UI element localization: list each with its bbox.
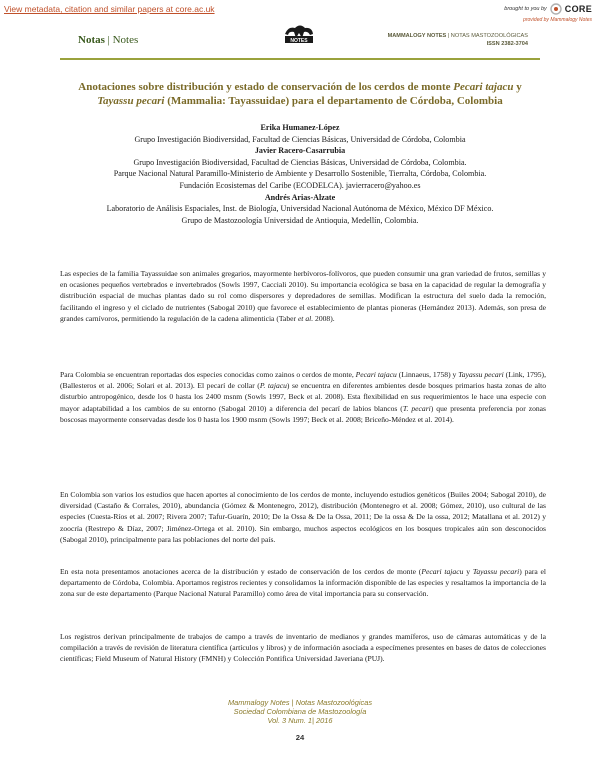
article-title: [60, 80, 540, 108]
body-paragraph: [60, 268, 546, 324]
paragraph-italic: et al.: [297, 313, 314, 323]
page-number: 24: [295, 733, 305, 742]
page-footer: [60, 698, 540, 726]
section-label: [78, 34, 138, 46]
paragraph-text: 2008).: [313, 313, 335, 323]
paragraph-text: (Link, 1795), (Ballesteros et al. 2006; Solari et al. 2013). El pecarí de collar (: [60, 370, 546, 391]
issn: ISSN 2382-3704: [486, 41, 528, 47]
journal-name-rest: | NOTAS MASTOZOOLÓGICAS: [446, 33, 528, 39]
paragraph-text: En esta nota presentamos anotaciones acerca de la distribución y estado de conservación de los cerdos de monte (: [60, 567, 422, 576]
author-name: Erika Humanez-López: [260, 123, 340, 132]
paragraph-species: Tayassu pecari: [472, 567, 520, 576]
title-text: (Mammalia: Tayassuidae) para el departamento de Córdoba, Colombia: [164, 95, 503, 107]
body-paragraph: En Colombia son varios los estudios que hacen aportes al conocimiento de los cerdos de monte, incluyendo estudios genéticos (Builes 2004; Sabogal 2010), de diversidad (Castaño & Corrales, 2010), abundancia (Gómez & Montenegro, 2012), distribución (Montenegro et al. 2008; Gómez, 2010), uso cultural de las especies (Cuesta-Ríos et al. 2007; Rivera 2007; Tafur-Guarín, 2010; De la Ossa & De la Ossa, 2011; De la ossa & De la ossa, 2012; Matallana et al. 2012) y zoocría (Restrepo & Díaz, 2007; Jiménez-Ortega et al. 2010). Sin embargo, muchos aspectos ecológicos en los bosques tropicales aún son desconocidos (Sabogal 2010), principalmente para las poblaciones del norte del país.: [60, 490, 546, 544]
paragraph-species: Tayassu pecari: [458, 370, 504, 379]
footer-journal: Mammalogy Notes | Notas Mastozoológicas: [227, 698, 373, 707]
paragraph-species: P. tajacu: [259, 381, 287, 391]
paragraph-text: ) para el departamento de Córdoba, Colombia. Aportamos registros recientes y consolidamos la información disponible de las especies y resaltamos la importancia de la zona sur de este departamento (Parque Nacional Natural Paramillo) como área de vital importancia para su conservación.: [60, 567, 547, 599]
core-logo-icon: [550, 3, 562, 15]
paragraph-text: ) que presenta preferencia por zonas boscosas mayormente conservadas desde los 0 hasta los 1900 msnm (Sowls 1997; Beck et al. 2008; Briceño-Méndez et al. 2014).: [60, 403, 546, 424]
journal-header: [60, 22, 540, 58]
paragraph-species: Pecari tajacu: [355, 370, 397, 379]
paragraph-text: Las especies de la familia Tayassuidae son animales gregarios, mayormente herbívoros-folívoros, que pueden consumir una gran variedad de frutos, semillas y en ocasiones pequeños vertebrados e invertebrados (Sowls 1997, Cacciali 2010). Su importancia ecológica se basa en la capacidad de regular la demografía y distribución espacial de muchas plantas dado su rol como dispersores y depredadores de semillas. Modifican la estructura del suelo dada la remoción, facilitando el ingreso y el ciclado de nutrientes (Sabogal 2010) que favorece el establecimiento de plantas pioneras (Hernández 2013). Además, son presa de grandes carnívoros, permitiendo la regulación de la cadena alimenticia (Taber: [60, 269, 546, 323]
journal-logo-icon: [282, 22, 316, 44]
paragraph-text: (Linnaeus, 1758) y: [396, 370, 459, 379]
core-brand-name: CORE: [564, 4, 592, 14]
core-metadata-link[interactable]: View metadata, citation and similar papers at core.ac.uk: [4, 4, 215, 14]
core-provided-by[interactable]: provided by Mammalogy Notes: [523, 17, 592, 23]
title-text: y: [513, 81, 522, 93]
footer-volume: Vol. 3 Num. 1| 2016: [267, 716, 333, 726]
author-affiliation: Grupo Investigación Biodiversidad, Facultad de Ciencias Básicas, Universidad de Córdoba, Colombia: [134, 134, 466, 144]
journal-name: MAMMALOGY NOTES: [387, 33, 447, 39]
core-banner: [0, 0, 600, 23]
body-paragraph: Los registros derivan principalmente de trabajos de campo a través de inventario de medianos y grandes mamíferos, uso de cámaras automáticas y de la compilación a través de revisión de literatura científica (artículos y libros) y de información asociada a especímenes presentes en bases de datos de colecciones científicas; Field Museum of Natural History (FMNH) y Colección Pontifica Universidad Javeriana (PUJ).: [60, 632, 546, 664]
title-text: Anotaciones sobre distribución y estado de conservación de los cerdos de monte: [78, 81, 454, 93]
author-affiliation: Parque Nacional Natural Paramillo-Ministerio de Ambiente y Desarrollo Sostenible, Tierralta, Córdoba, Colombia.: [113, 169, 487, 179]
author-affiliation: Fundación Ecosistemas del Caribe (ECODELCA). javierracero@yahoo.es: [179, 180, 421, 190]
body-paragraph: [60, 566, 546, 600]
header-divider: [60, 58, 540, 60]
author-block: [60, 122, 540, 226]
title-species: Pecari tajacu: [453, 81, 514, 93]
body-paragraph: [60, 369, 546, 425]
author-affiliation: Grupo de Mastozoología Universidad de Antioquia, Medellín, Colombia.: [181, 215, 419, 225]
paragraph-species: Pecari tajacu: [421, 567, 464, 576]
section-label-rest: | Notes: [104, 34, 139, 46]
author-affiliation: Laboratorio de Análisis Espaciales, Inst. de Biología, Universidad Nacional Autónoma de México, México DF México.: [106, 204, 494, 214]
core-brand[interactable]: [504, 3, 592, 15]
journal-logo-text: NOTES: [290, 38, 308, 44]
core-brought-by: brought to you by: [504, 6, 547, 12]
author-affiliation: Grupo Investigación Biodiversidad, Facultad de Ciencias Básicas, Universidad de Córdoba, Colombia.: [133, 157, 467, 167]
paragraph-text: ) se encuentra en diferentes ambientes desde bosques primarios hasta zonas de alto disturbio antropogénico, desde los 0 hasta los 2400 msnm (Sowls 1997, Beck et al. 2008). Esta flexibilidad en sus requerimientos le hace una especie con mayor adaptabilidad a los cambios de su entorno (Sabogal 2010) a diferencia del pecarí de labios blancos (: [60, 381, 546, 413]
author-name: Andrés Arias-Alzate: [264, 192, 336, 202]
journal-info: [388, 32, 528, 48]
footer-society: Sociedad Colombiana de Mastozoología: [233, 707, 367, 717]
paragraph-text: y: [463, 567, 473, 576]
title-species: Tayassu pecari: [97, 95, 165, 107]
section-label-bold: Notas: [78, 34, 105, 46]
paragraph-species: T. pecari: [402, 403, 431, 413]
paragraph-text: Para Colombia se encuentran reportadas dos especies conocidas como zainos o cerdos de monte,: [60, 370, 356, 379]
author-name: Javier Racero-Casarrubia: [254, 146, 346, 156]
